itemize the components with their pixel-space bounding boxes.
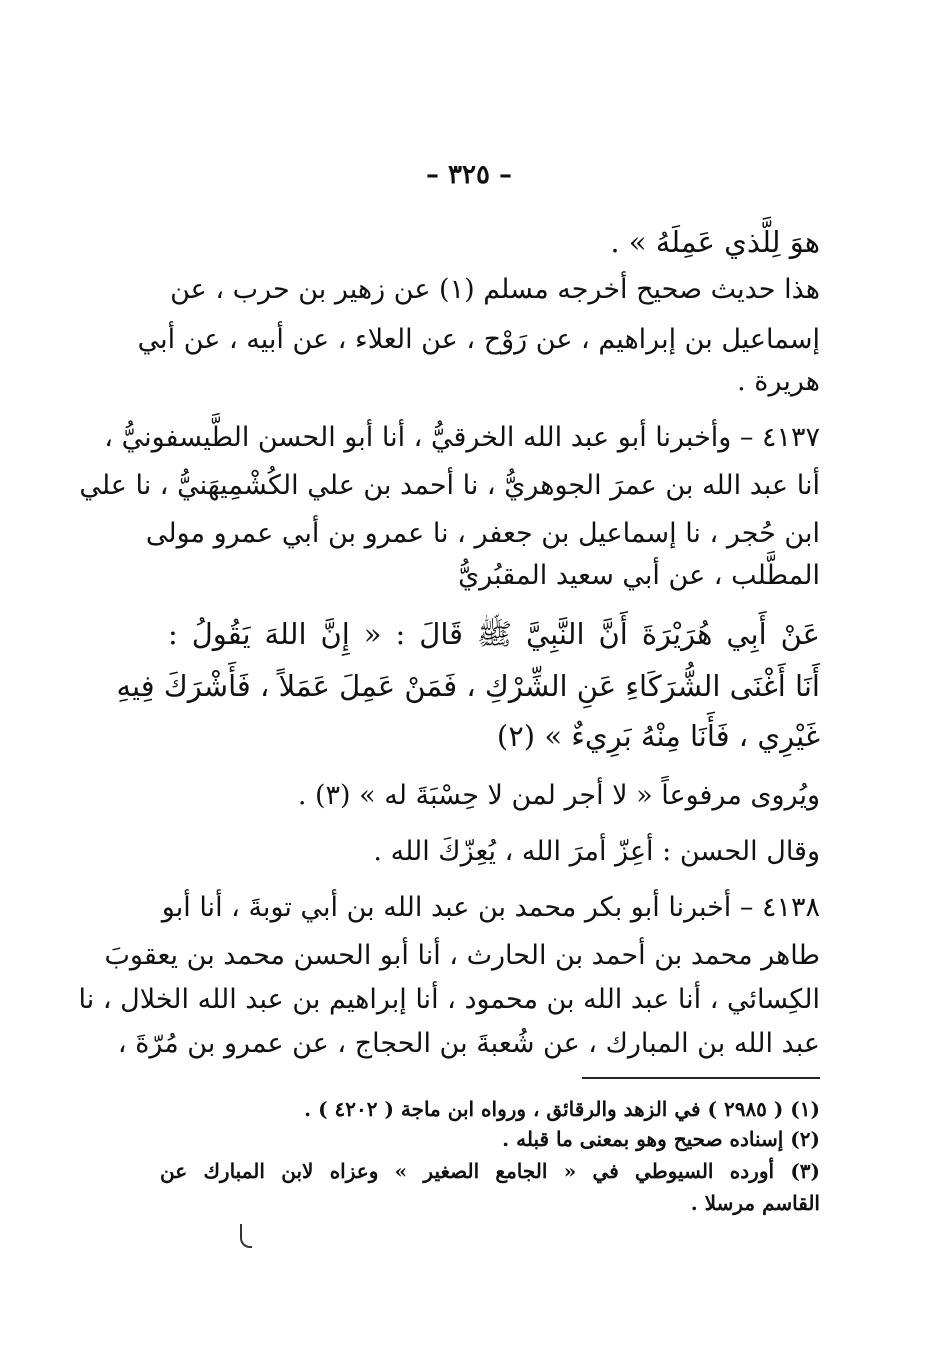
footnote-line: (٢) إسناده صحيح وهو بمعنى ما قبله .	[502, 1127, 820, 1151]
hadith-line: عَنْ أَبِي هُرَيْرَةَ أَنَّ النَّبِيَّ ﷺ قَالَ : « إِنَّ اللهَ يَقُولُ :	[168, 617, 820, 651]
body-line: هذا حديث صحيح أخرجه مسلم (١) عن زهير بن حرب ، عن	[170, 274, 820, 305]
footnote-separator	[582, 1077, 820, 1079]
body-line: ٤١٣٧ – وأخبرنا أبو عبد الله الخرقيُّ ، أنا أبو الحسن الطَّيسفونيُّ ،	[104, 422, 820, 453]
body-line: الكِسائي ، أنا عبد الله بن محمود ، أنا إبراهيم بن عبد الله الخلال ، نا	[78, 984, 820, 1015]
body-line: طاهر محمد بن أحمد بن الحارث ، أنا أبو الحسن محمد بن يعقوبَ	[104, 940, 820, 971]
body-line: هريرة .	[737, 366, 820, 397]
body-line: عبد الله بن المبارك ، عن شُعبةَ بن الحجاج ، عن عمرو بن مُرّةَ ،	[117, 1028, 820, 1059]
body-line: هوَ لِلَّذي عَمِلَهُ » .	[610, 225, 820, 259]
body-line: وقال الحسن : أعِزّ أمرَ الله ، يُعِزّكَ الله .	[373, 836, 820, 867]
body-line: المطَّلب ، عن أبي سعيد المقبُريُّ	[458, 560, 820, 591]
hadith-line: غَيْرِي ، فَأَنَا مِنْهُ بَرِيءٌ » (٢)	[496, 719, 820, 753]
footnote-line: (٣) أورده السيوطي في « الجامع الصغير » وعزاه لابن المبارك عن	[160, 1159, 820, 1183]
footnote-line: (١) ( ٢٩٨٥ ) في الزهد والرقائق ، ورواه ابن ماجة ( ٤٢٠٢ ) .	[304, 1097, 820, 1121]
page-number: – ٣٢٥ –	[425, 160, 513, 190]
stray-ink-mark	[240, 1224, 252, 1248]
body-line: أنا عبد الله بن عمرَ الجوهريُّ ، نا أحمد بن علي الكُشْمِيهَنيُّ ، نا علي	[79, 470, 820, 501]
footnote-line: القاسم مرسلا .	[690, 1191, 820, 1215]
hadith-line: أَنَا أَغْنَى الشُّرَكَاءِ عَنِ الشِّرْكِ ، فَمَنْ عَمِلَ عَمَلاً ، فَأَشْرَكَ فِيهِ	[116, 669, 820, 703]
body-line: ٤١٣٨ – أخبرنا أبو بكر محمد بن عبد الله بن أبي توبةَ ، أنا أبو	[161, 892, 820, 923]
body-line: إسماعيل بن إبراهيم ، عن رَوْح ، عن العلاء ، عن أبيه ، عن أبي	[137, 324, 820, 355]
body-line: ويُروى مرفوعاً « لا أجر لمن لا حِسْبَةَ له » (٣) .	[297, 780, 820, 811]
body-line: ابن حُجر ، نا إسماعيل بن جعفر ، نا عمرو بن أبي عمرو مولى	[145, 518, 820, 549]
